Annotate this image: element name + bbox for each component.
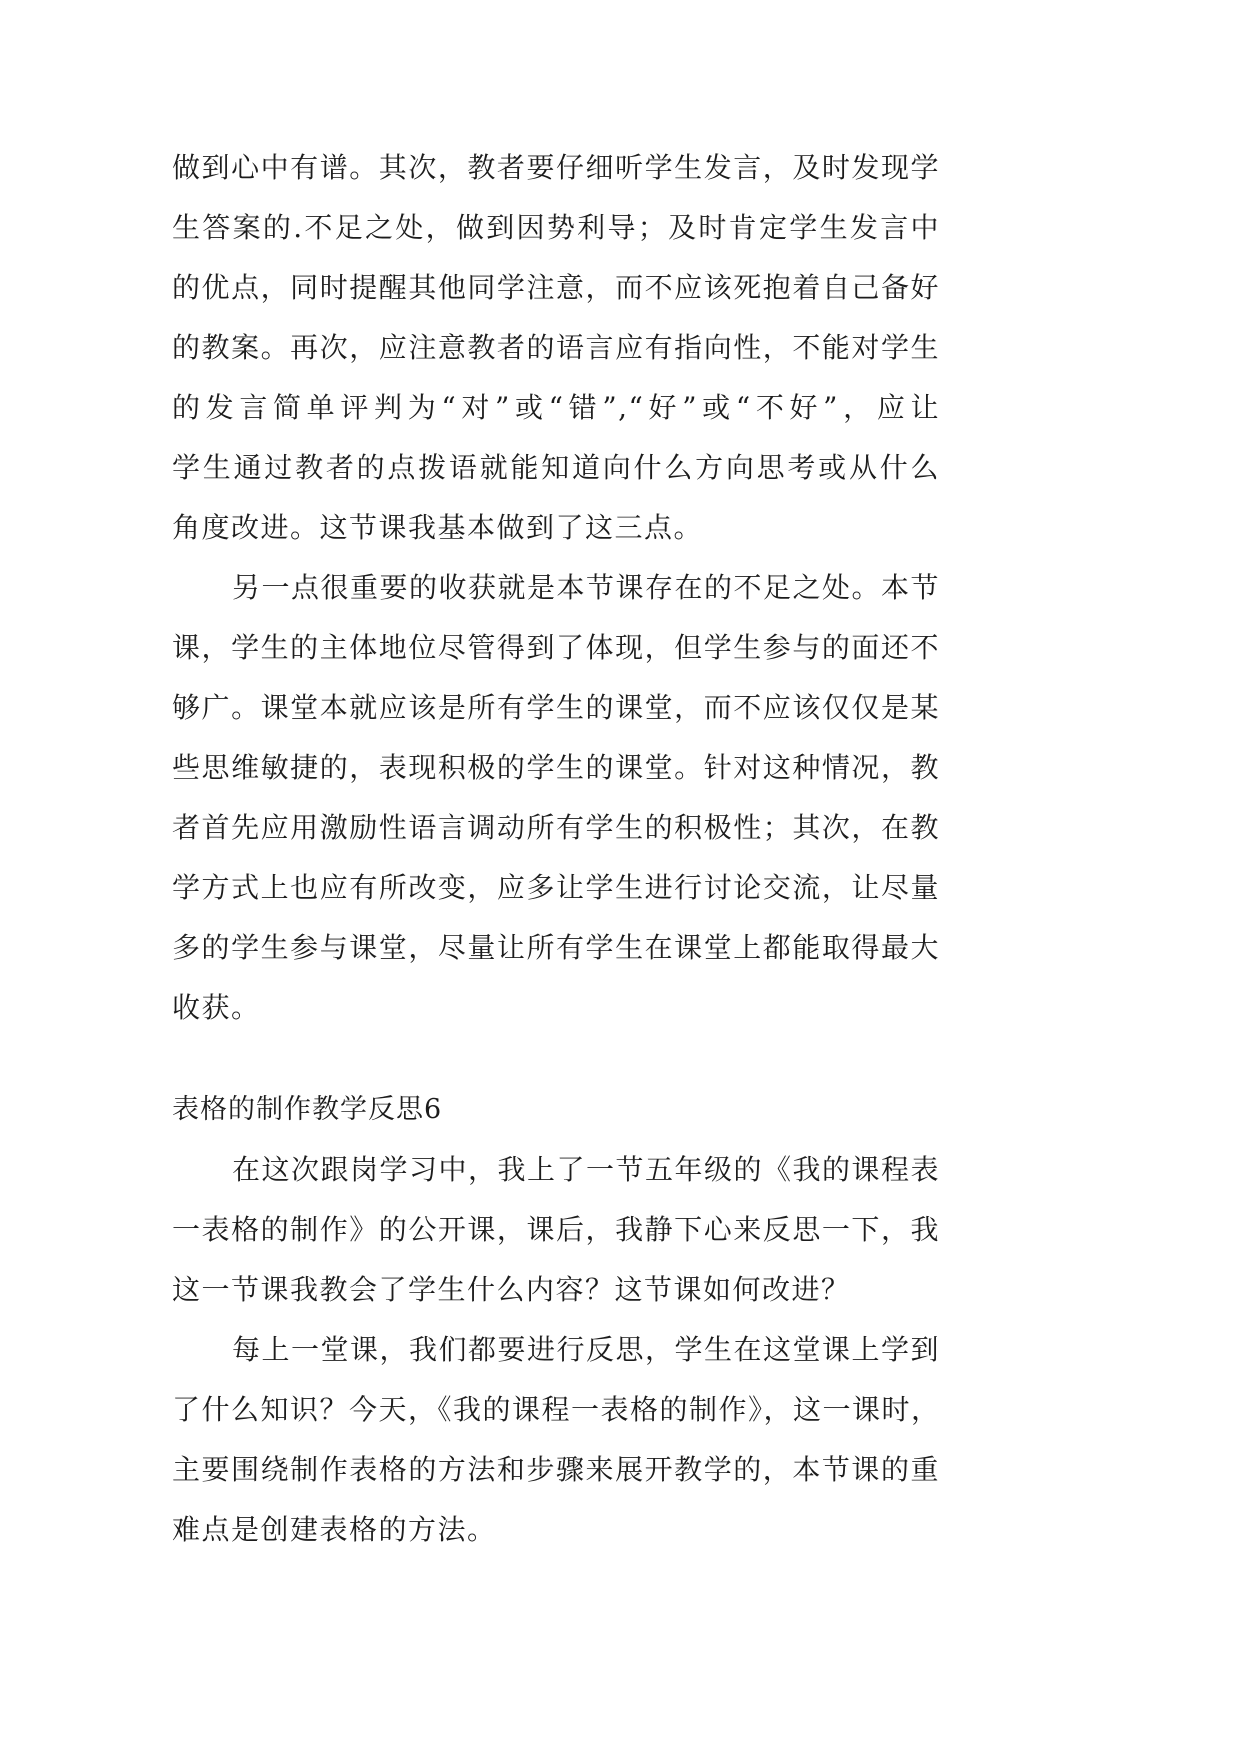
text-line: 的教案。再次，应注意教者的语言应有指向性，不能对学生	[172, 331, 940, 364]
text-line: 的发言简单评判为“对”或“错”,“好”或“不好”，应让	[172, 391, 940, 424]
text-line: 的优点，同时提醒其他同学注意，而不应该死抱着自己备好	[172, 271, 940, 304]
text-line: 者首先应用激励性语言调动所有学生的积极性；其次，在教	[172, 811, 940, 844]
text-line: 课，学生的主体地位尽管得到了体现，但学生参与的面还不	[172, 631, 940, 664]
text-line: 生答案的.不足之处，做到因势利导；及时肯定学生发言中	[172, 211, 940, 244]
text-line: 难点是创建表格的方法。	[172, 1513, 497, 1546]
text-line: 做到心中有谱。其次，教者要仔细听学生发言，及时发现学	[172, 151, 940, 184]
text-line: 收获。	[172, 991, 261, 1024]
text-line: 另一点很重要的收获就是本节课存在的不足之处。本节	[232, 571, 941, 604]
section-heading: 表格的制作教学反思6	[172, 1094, 443, 1125]
text-line: 够广。课堂本就应该是所有学生的课堂，而不应该仅仅是某	[172, 691, 940, 724]
text-line: 主要围绕制作表格的方法和步骤来展开教学的，本节课的重	[172, 1453, 940, 1486]
text-line: 一表格的制作》的公开课，课后，我静下心来反思一下，我	[172, 1213, 940, 1246]
text-line: 角度改进。这节课我基本做到了这三点。	[172, 511, 704, 544]
paragraph	[172, 1140, 940, 1320]
document-body	[172, 138, 940, 1560]
text-line: 些思维敏捷的，表现积极的学生的课堂。针对这种情况，教	[172, 751, 940, 784]
text-line: 多的学生参与课堂，尽量让所有学生在课堂上都能取得最大	[172, 931, 940, 964]
paragraph	[172, 138, 940, 558]
text-line: 学方式上也应有所改变，应多让学生进行讨论交流，让尽量	[172, 871, 940, 904]
text-line: 学生通过教者的点拨语就能知道向什么方向思考或从什么	[172, 451, 940, 484]
text-line: 在这次跟岗学习中，我上了一节五年级的《我的课程表	[232, 1153, 941, 1186]
text-line: 这一节课我教会了学生什么内容？这节课如何改进？	[172, 1273, 851, 1306]
paragraph	[172, 558, 940, 1038]
paragraph	[172, 1320, 940, 1560]
text-line: 了什么知识？今天，《我的课程一表格的制作》，这一课时，	[172, 1393, 941, 1426]
text-line: 每上一堂课，我们都要进行反思，学生在这堂课上学到	[232, 1333, 941, 1366]
